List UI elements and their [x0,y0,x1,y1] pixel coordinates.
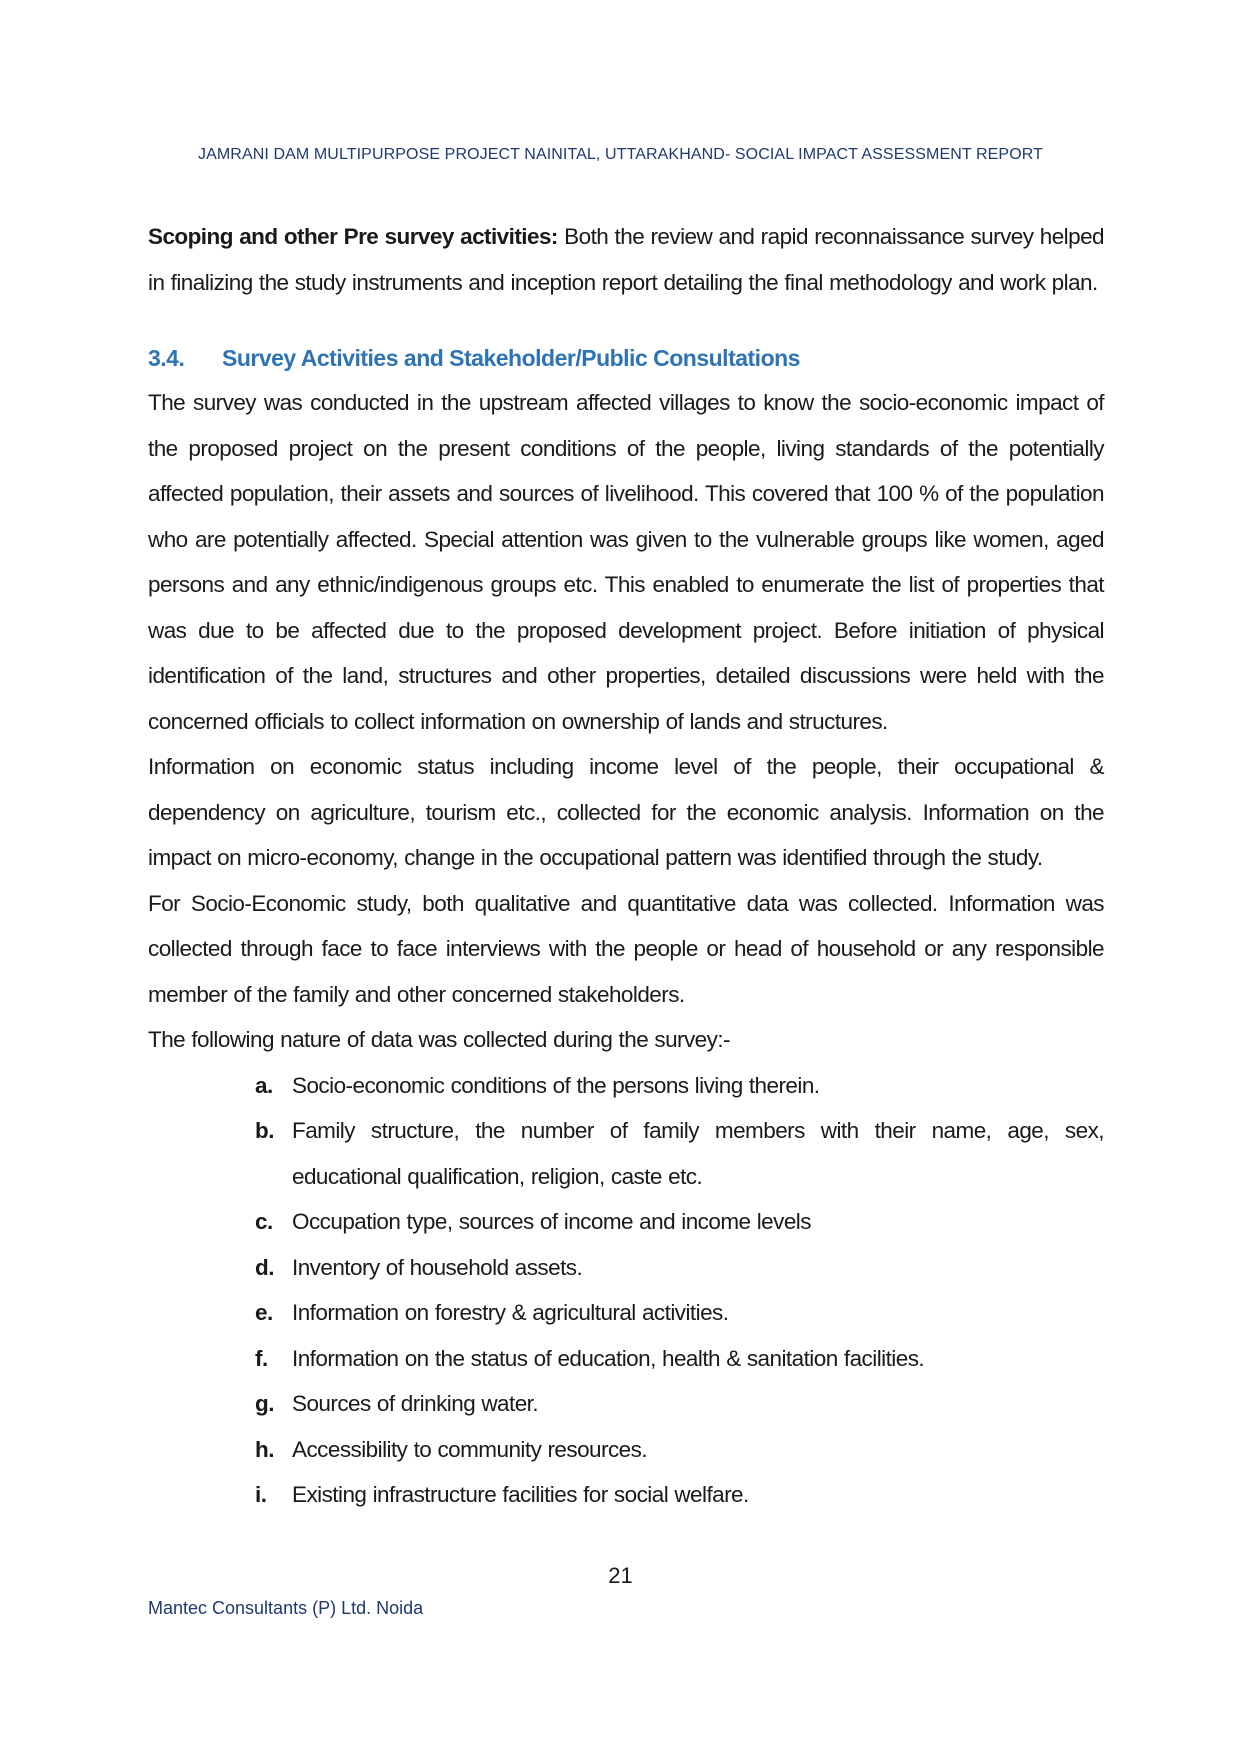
list-item [255,1336,1104,1382]
list-marker: c. [255,1209,273,1234]
list-item [255,1427,1104,1473]
data-collected-list [148,1063,1104,1518]
list-item-text: Information on the status of education, health & sanitation facilities. [292,1345,925,1371]
scoping-label: Scoping and other Pre survey activities: [148,224,558,249]
body-paragraph-survey: The survey was conducted in the upstream affected villages to know the socio-economic impact of the proposed project on the present conditions of the people, living standards of the potentially affected population, their assets and sources of livelihood. This covered that 100 % of the population who are potentially affected. Special attention was given to the vulnerable groups like women, aged persons and any ethnic/indigenous groups etc. This enabled to enumerate the list of properties that was due to be affected due to the proposed development project. Before initiation of physical identification of the land, structures and other properties, detailed discussions were held with the concerned officials to collect information on ownership of lands and structures. [148,390,1104,734]
body-paragraph-list-intro: The following nature of data was collected during the survey:- [148,1027,730,1052]
list-item-text: Existing infrastructure facilities for social welfare. [292,1482,749,1507]
section-title: Survey Activities and Stakeholder/Public Consultations [222,345,800,371]
section-number: 3.4. [148,345,185,371]
list-item-text: Sources of drinking water. [292,1391,539,1416]
list-item-text: Information on forestry & agricultural activities. [292,1300,729,1325]
list-item-text: Occupation type, sources of income and income levels [292,1209,811,1234]
list-item [255,1472,1104,1518]
list-marker: b. [255,1118,274,1143]
body-paragraph-economic: Information on economic status including income level of the people, their occupational & dependency on agriculture, tourism etc., collected for the economic analysis. Information on the impact on micro-economy, change in the occupational pattern was identified through the study. [148,754,1104,870]
body-paragraph-socio-economic: For Socio-Economic study, both qualitative and quantitative data was collected. Information was collected through face to face interviews with the people or head of household or any responsible member of the family and other concerned stakeholders. [148,890,1104,1007]
list-item [255,1199,1104,1245]
list-item-text: Accessibility to community resources. [292,1436,648,1462]
list-marker: i. [255,1482,267,1507]
list-marker: d. [255,1254,274,1280]
list-item-text: Socio-economic conditions of the persons living therein. [292,1072,820,1098]
list-item [255,1245,1104,1291]
list-marker: e. [255,1300,273,1325]
list-item [255,1063,1104,1109]
list-marker: a. [255,1072,273,1098]
list-item-text: Family structure, the number of family members with their name, age, sex, educational qualification, religion, caste etc. [292,1118,1104,1189]
list-item [255,1108,1104,1199]
list-item [255,1290,1104,1336]
list-marker: g. [255,1391,274,1416]
list-marker: f. [255,1345,268,1371]
running-header: JAMRANI DAM MULTIPURPOSE PROJECT NAINITAL, UTTARAKHAND- SOCIAL IMPACT ASSESSMENT REPORT [198,146,1043,163]
scoping-text: Both the review and rapid reconnaissance survey helped in finalizing the study instruments and inception report detailing the final methodology and work plan. [148,224,1104,295]
page-content [148,214,1104,1518]
list-item [255,1381,1104,1427]
section-heading [148,338,1104,378]
list-marker: h. [255,1436,274,1462]
running-footer: Mantec Consultants (P) Ltd. Noida [148,1598,424,1618]
page-number: 21 [608,1563,633,1588]
list-item-text: Inventory of household assets. [292,1254,583,1280]
scoping-paragraph [148,214,1104,305]
